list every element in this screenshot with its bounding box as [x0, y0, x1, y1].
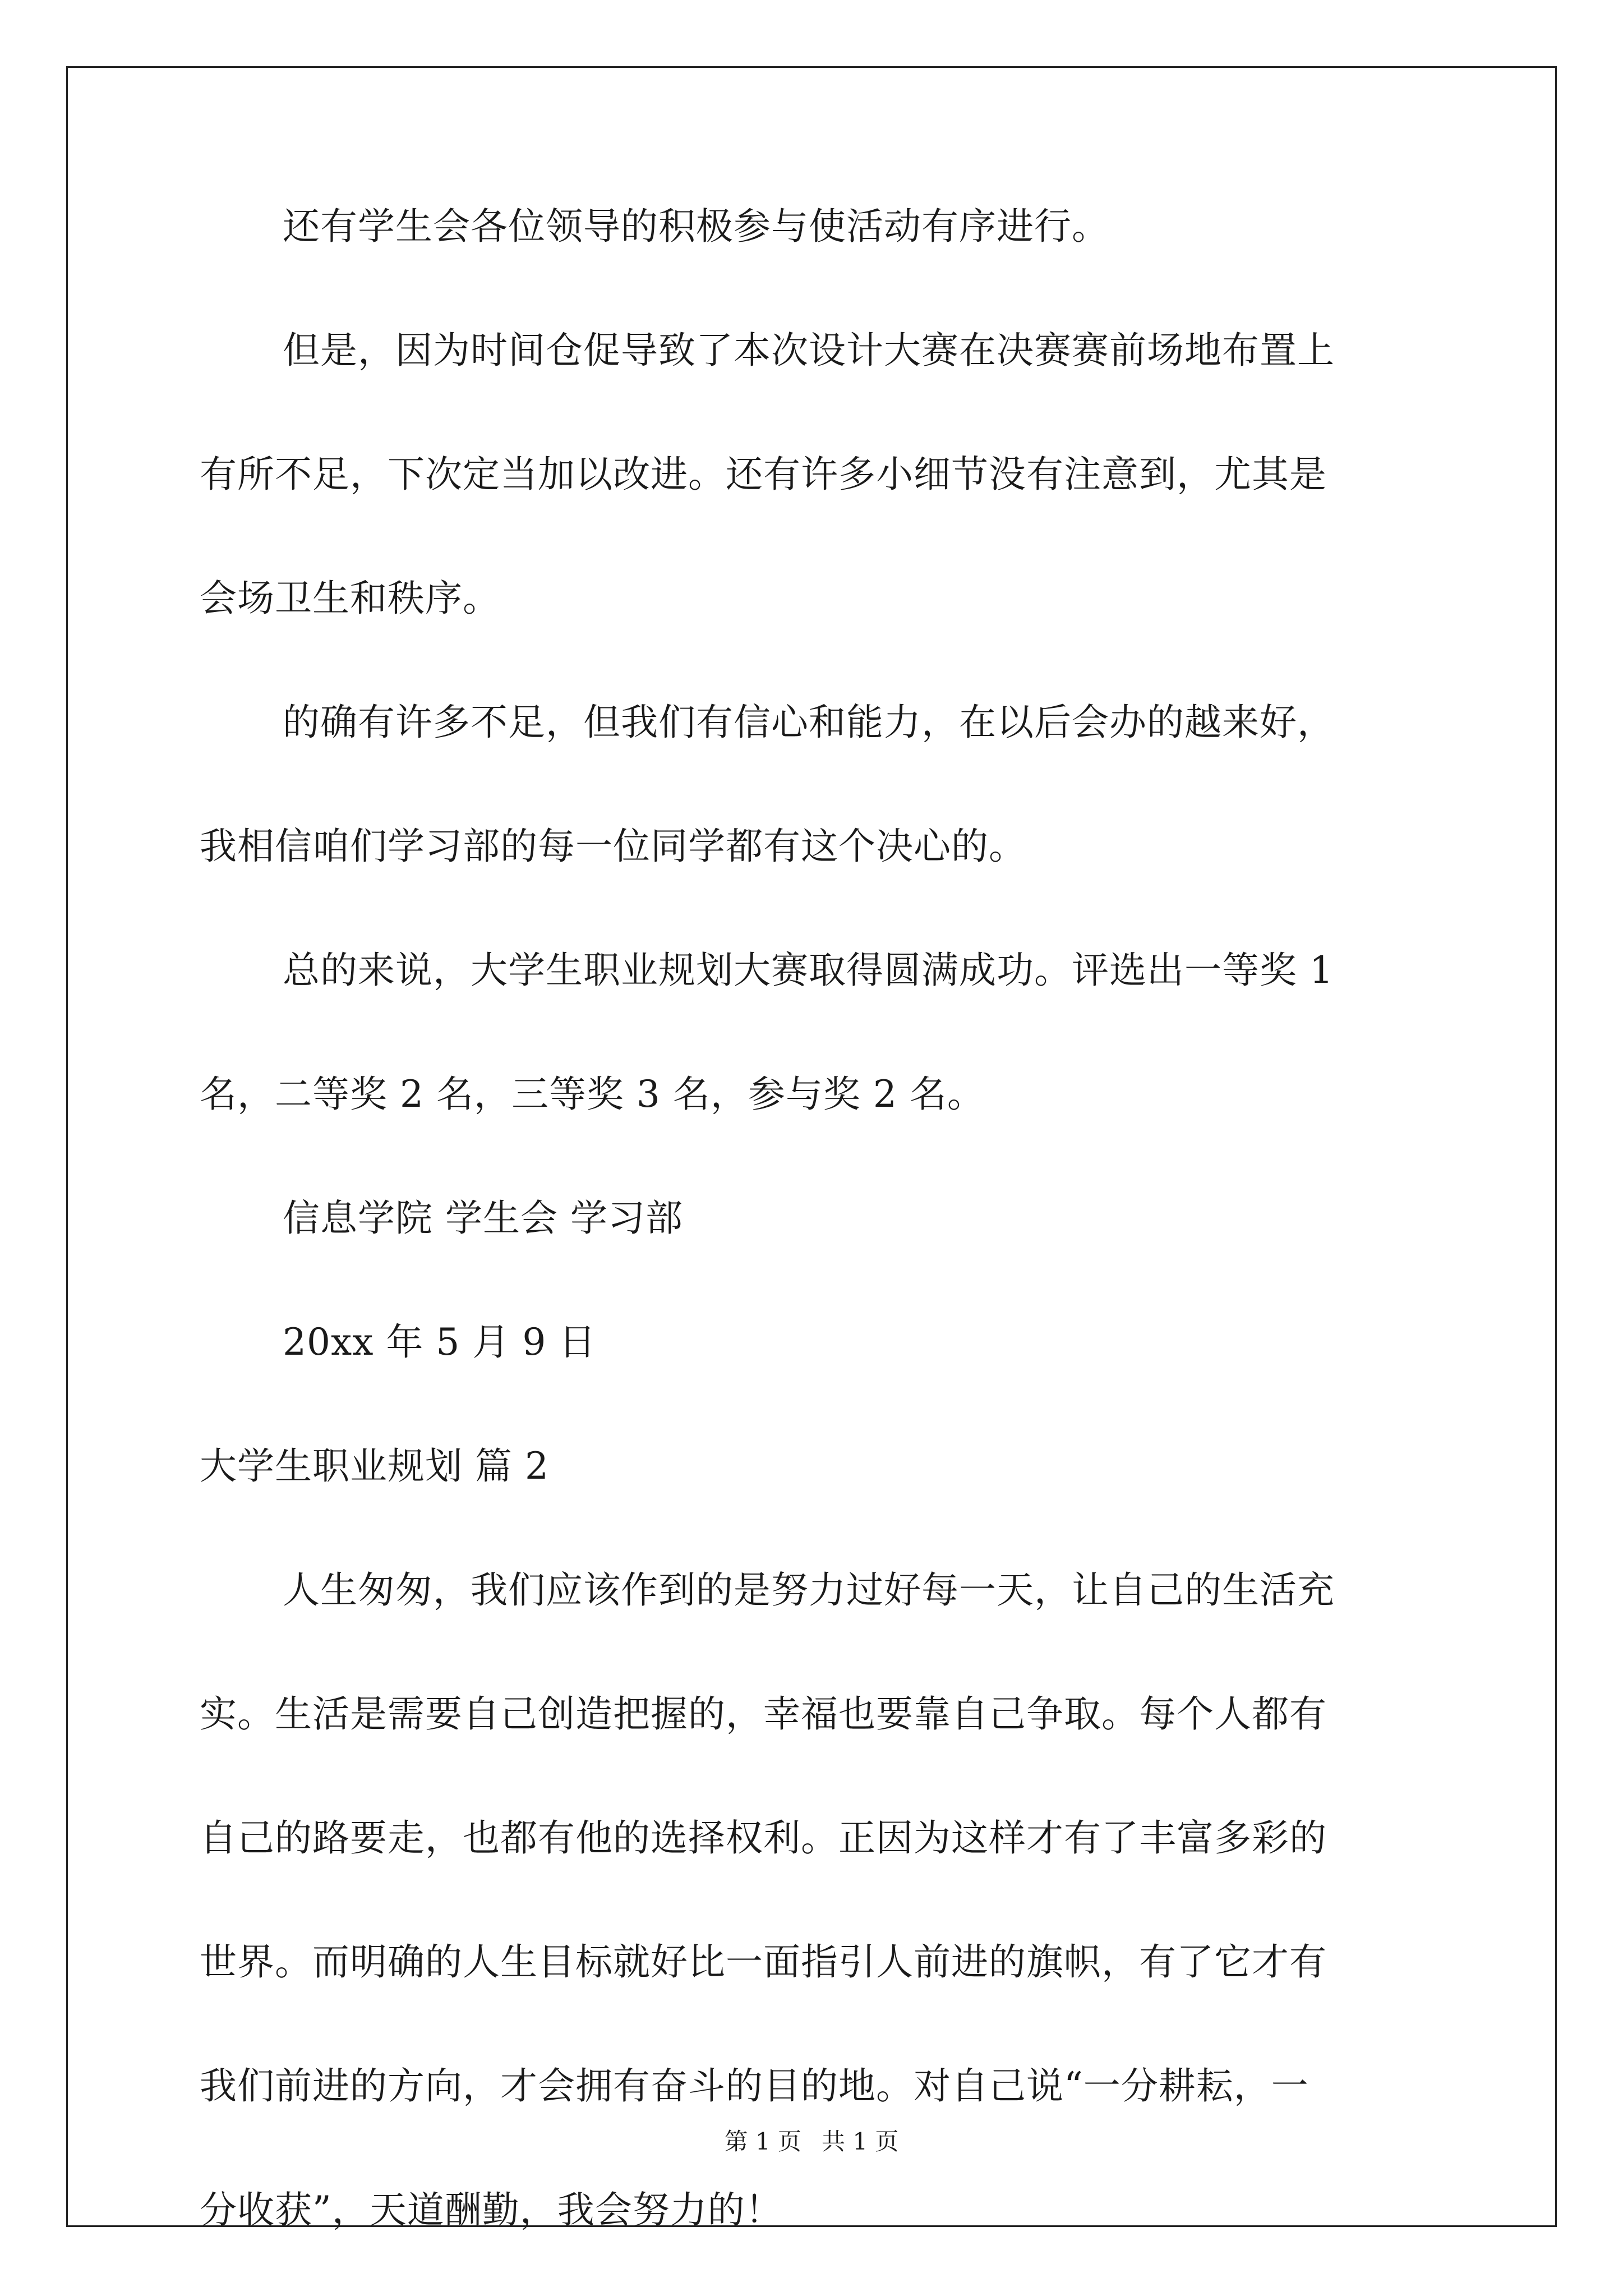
- text-line: 的确有许多不足，但我们有信心和能力，在以后会办的越来好，: [283, 701, 1335, 744]
- signature-date: 20xx 年 5 月 9 日: [283, 1320, 597, 1364]
- text-line: 分收获”，天道酬勤，我会努力的！: [200, 2188, 783, 2231]
- text-line: 还有学生会各位领导的积极参与使活动有序进行。: [283, 205, 1109, 248]
- page-footer: [0, 2126, 1623, 2157]
- page-number: 第 1 页: [724, 2128, 801, 2155]
- section-heading: 大学生职业规划 篇 2: [200, 1444, 549, 1488]
- text-line: 有所不足，下次定当加以改进。还有许多小细节没有注意到，尤其是: [200, 453, 1327, 496]
- text-line: 但是，因为时间仓促导致了本次设计大赛在决赛赛前场地布置上: [283, 329, 1335, 372]
- text-line: 我相信咱们学习部的每一位同学都有这个决心的。: [200, 825, 1026, 868]
- text-line: 会场卫生和秩序。: [200, 577, 500, 620]
- text-line: 世界。而明确的人生目标就好比一面指引人前进的旗帜，有了它才有: [200, 1940, 1327, 1984]
- text-line: 我们前进的方向，才会拥有奋斗的目的地。对自己说“一分耕耘，一: [200, 2064, 1309, 2108]
- text-line: 总的来说，大学生职业规划大赛取得圆满成功。评选出一等奖 1: [283, 949, 1334, 992]
- signature-org: 信息学院 学生会 学习部: [283, 1197, 683, 1240]
- text-line: 名，二等奖 2 名，三等奖 3 名，参与奖 2 名。: [200, 1073, 985, 1116]
- text-line: 实。生活是需要自己创造把握的，幸福也要靠自己争取。每个人都有: [200, 1692, 1327, 1736]
- document-body: [200, 202, 1433, 2235]
- text-line: 人生匆匆，我们应该作到的是努力过好每一天，让自己的生活充: [283, 1568, 1335, 1612]
- text-line: 自己的路要走，也都有他的选择权利。正因为这样才有了丰富多彩的: [200, 1816, 1327, 1860]
- page-total: 共 1 页: [822, 2128, 899, 2155]
